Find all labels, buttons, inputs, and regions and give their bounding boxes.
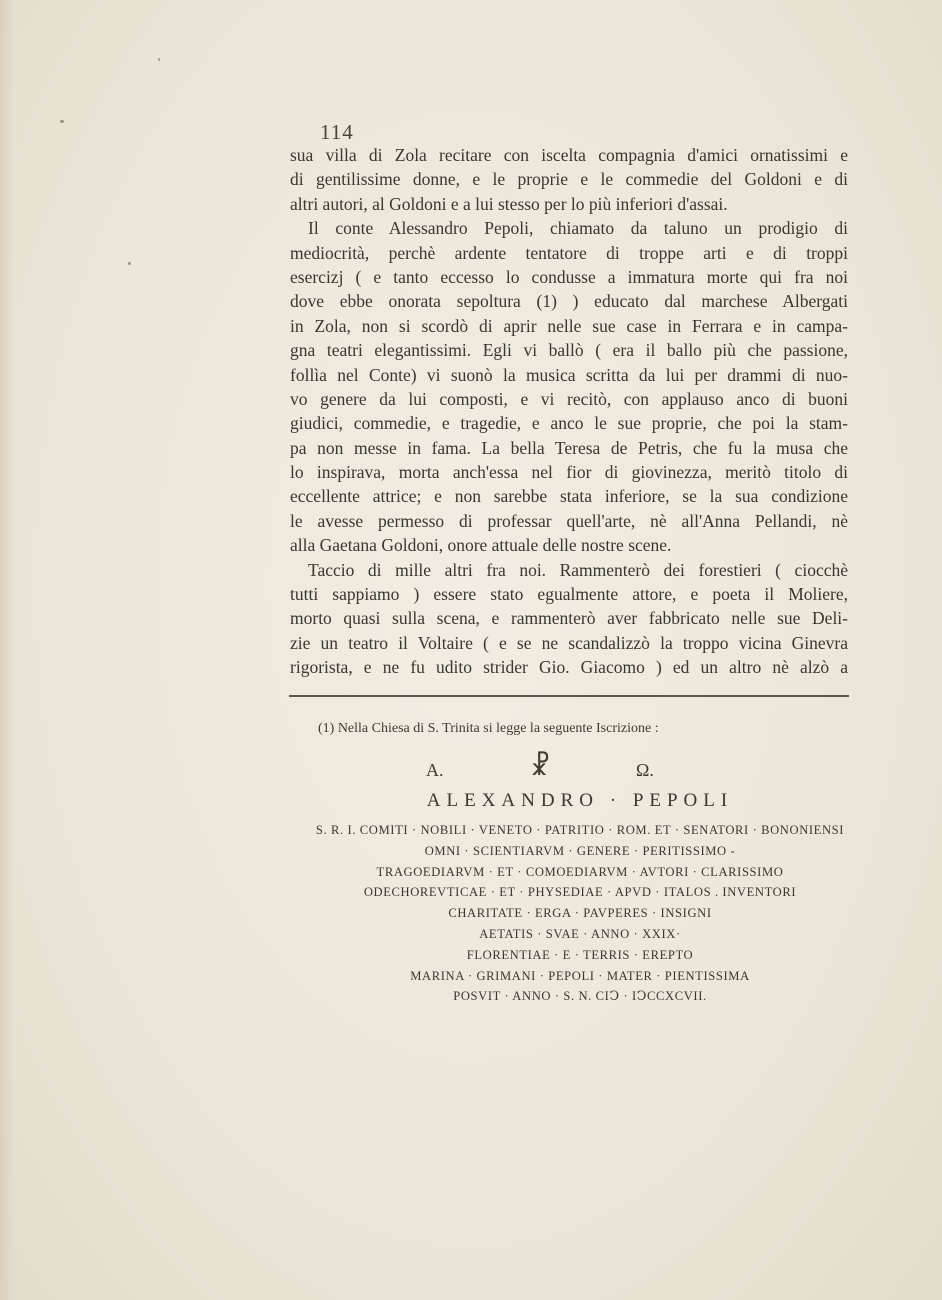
paper-speck [60, 120, 64, 123]
text-line: sua villa di Zola recitare con iscelta compagnia d'amici ornatissimi e [290, 145, 848, 165]
text-line: zie un teatro il Voltaire ( e se ne scandalizzò la troppo vicina Ginevra [290, 632, 848, 653]
text-line: rigorista, e ne fu udito strider Gio. Giacomo ) ed un altro nè alzò a [290, 657, 848, 678]
page-edge-shadow [0, 0, 14, 1300]
text-line: le avesse permesso di professar quell'arte, nè all'Anna Pellandi, nè [290, 510, 848, 531]
text-line: eccellente attrice; e non sarebbe stata inferiore, se la sua condizione [290, 486, 848, 507]
inscription-line: OMNI · SCIENTIARVM · GENERE · PERITISSIMO - [424, 843, 736, 858]
text-line: Taccio di mille altri fra noi. Rammenterò dei forestieri ( ciocchè [308, 559, 848, 580]
text-line: pa non messe in fama. La bella Teresa de Petris, che fu la musa che [290, 437, 848, 458]
text-line: gna teatri elegantissimi. Egli vi ballò ( era il ballo più che passione, [290, 340, 848, 361]
inscription-line: MARINA · GRIMANI · PEPOLI · MATER · PIENTISSIMA [410, 968, 750, 983]
inscription-line: ODECHOREVTICAE · ET · PHYSEDIAE · APVD · ITALOS . INVENTORI [363, 885, 797, 900]
paper-speck [158, 58, 160, 61]
text-line: lo inspirava, morta anch'essa nel fior di giovinezza, meritò titolo di [290, 462, 848, 483]
text-line: alla Gaetana Goldoni, onore attuale delle nostre scene. [290, 535, 672, 556]
chi-rho-icon: ☧ [530, 752, 551, 781]
text-line: dove ebbe onorata sepoltura (1) ) educato dal marchese Albergati [290, 291, 848, 312]
inscription-line: AETATIS · SVAE · ANNO · XXIX· [479, 926, 681, 941]
footnote-divider [289, 695, 849, 697]
footnote: (1) Nella Chiesa di S. Trinita si legge la seguente Iscrizione : [318, 721, 659, 736]
inscription-line: CHARITATE · ERGA · PAVPERES · INSIGNI [448, 906, 712, 921]
epitaph-inscription [280, 790, 880, 1007]
text-line: altri autori, al Goldoni e a lui stesso per lo più inferiori d'assai. [290, 193, 728, 214]
page-number: 114 [320, 120, 354, 144]
alpha-symbol: A. [426, 760, 444, 780]
inscription-line: FLORENTIAE · E · TERRIS · EREPTO [466, 947, 694, 962]
inscription-line: POSVIT · ANNO · S. N. CIↃ · IↃCCXCVII. [453, 989, 707, 1004]
text-line: morto quasi sulla scena, e rammenterò aver fabbricato nelle sue Deli- [290, 608, 848, 629]
text-line: mediocrità, perchè ardente tentatore di troppe arti e di troppi [290, 242, 848, 263]
text-line: giudici, commedie, e tragedie, e anco le sue proprie, che poi la stam- [290, 413, 848, 434]
body-text [290, 143, 848, 680]
text-line: Il conte Alessandro Pepoli, chiamato da taluno un prodigio di [308, 218, 848, 239]
text-line: esercizj ( e tanto eccesso lo condusse a immatura morte qui fra noi [290, 266, 848, 287]
text-line: in Zola, non si scordò di aprir nelle sue case in Ferrara e in campa- [290, 315, 848, 336]
paper-speck [128, 262, 131, 265]
inscription-symbols [0, 752, 942, 786]
text-line: follìa nel Conte) vi suonò la musica scritta da lui per drammi di nuo- [290, 364, 848, 385]
inscription-line: S. R. I. COMITI · NOBILI · VENETO · PATRITIO · ROM. ET · SENATORI · BONONIENSI [315, 823, 845, 837]
text-line: di gentilissime donne, e le proprie e le commedie del Goldoni e di [290, 169, 848, 190]
inscription-line: TRAGOEDIARVM · ET · COMOEDIARVM · AVTORI · CLARISSIMO [376, 864, 784, 879]
omega-symbol: Ω. [636, 760, 654, 780]
text-line: tutti sappiamo ) essere stato egualmente attore, e poeta il Moliere, [290, 584, 848, 605]
text-line: vo genere da lui composti, e vi recitò, con applauso anco di buoni [290, 388, 848, 409]
inscription-title: ALEXANDRO · PEPOLI [426, 790, 734, 811]
